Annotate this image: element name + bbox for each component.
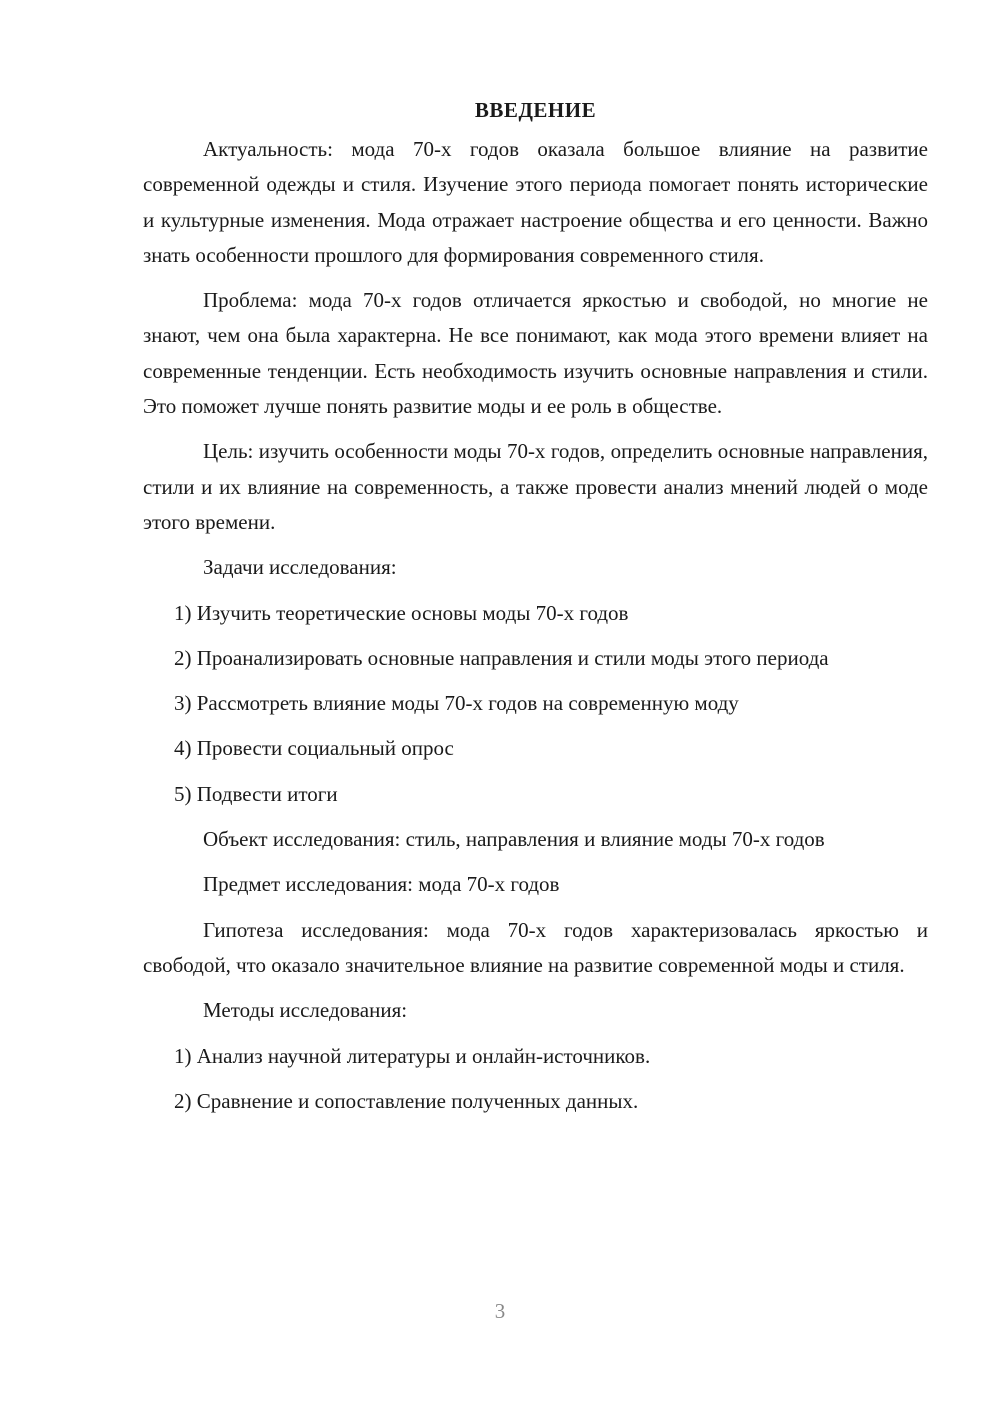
paragraph-problem: Проблема: мода 70-х годов отличается яркостью и свободой, но многие не знают, чем она была характерна. Не все понимают, как мода этого времени влияет на современные тенденции. Есть необходимость изучить основные направления и стили. Это поможет лучше понять развитие моды и ее роль в обществе.: [143, 288, 928, 419]
task-item-4: 4) Провести социальный опрос: [174, 736, 454, 761]
paragraph-object: Объект исследования: стиль, направления и влияние моды 70-х годов: [203, 827, 825, 852]
method-item-1: 1) Анализ научной литературы и онлайн-источников.: [174, 1043, 651, 1068]
paragraph-subject: Предмет исследования: мода 70-х годов: [203, 872, 560, 897]
page-number: 3: [494, 1299, 506, 1323]
document-page: [143, 92, 928, 1129]
task-item-1: 1) Изучить теоретические основы моды 70-х годов: [174, 600, 629, 625]
paragraph-goal: Цель: изучить особенности моды 70-х годов, определить основные направления, стили и их влияние на современность, а также провести анализ мнений людей о моде этого времени.: [143, 439, 928, 534]
task-item-3: 3) Рассмотреть влияние моды 70-х годов на современную моду: [174, 691, 739, 716]
method-item-2: 2) Сравнение и сопоставление полученных данных.: [174, 1088, 639, 1113]
tasks-heading: Задачи исследования:: [203, 555, 397, 580]
task-item-5: 5) Подвести итоги: [174, 781, 338, 806]
methods-heading: Методы исследования:: [203, 998, 408, 1023]
paragraph-hypothesis: Гипотеза исследования: мода 70-х годов характеризовалась яркостью и свободой, что оказало значительное влияние на развитие современной моды и стиля.: [143, 917, 928, 977]
paragraph-relevance: Актуальность: мода 70-х годов оказала большое влияние на развитие современной одежды и стиля. Изучение этого периода помогает понять исторические и культурные изменения. Мода отражает настроение общества и его ценности. Важно знать особенности прошлого для формирования современного стиля.: [143, 137, 928, 267]
page-title: ВВЕДЕНИЕ: [474, 98, 597, 122]
task-item-2: 2) Проанализировать основные направления и стили моды этого периода: [174, 645, 829, 670]
